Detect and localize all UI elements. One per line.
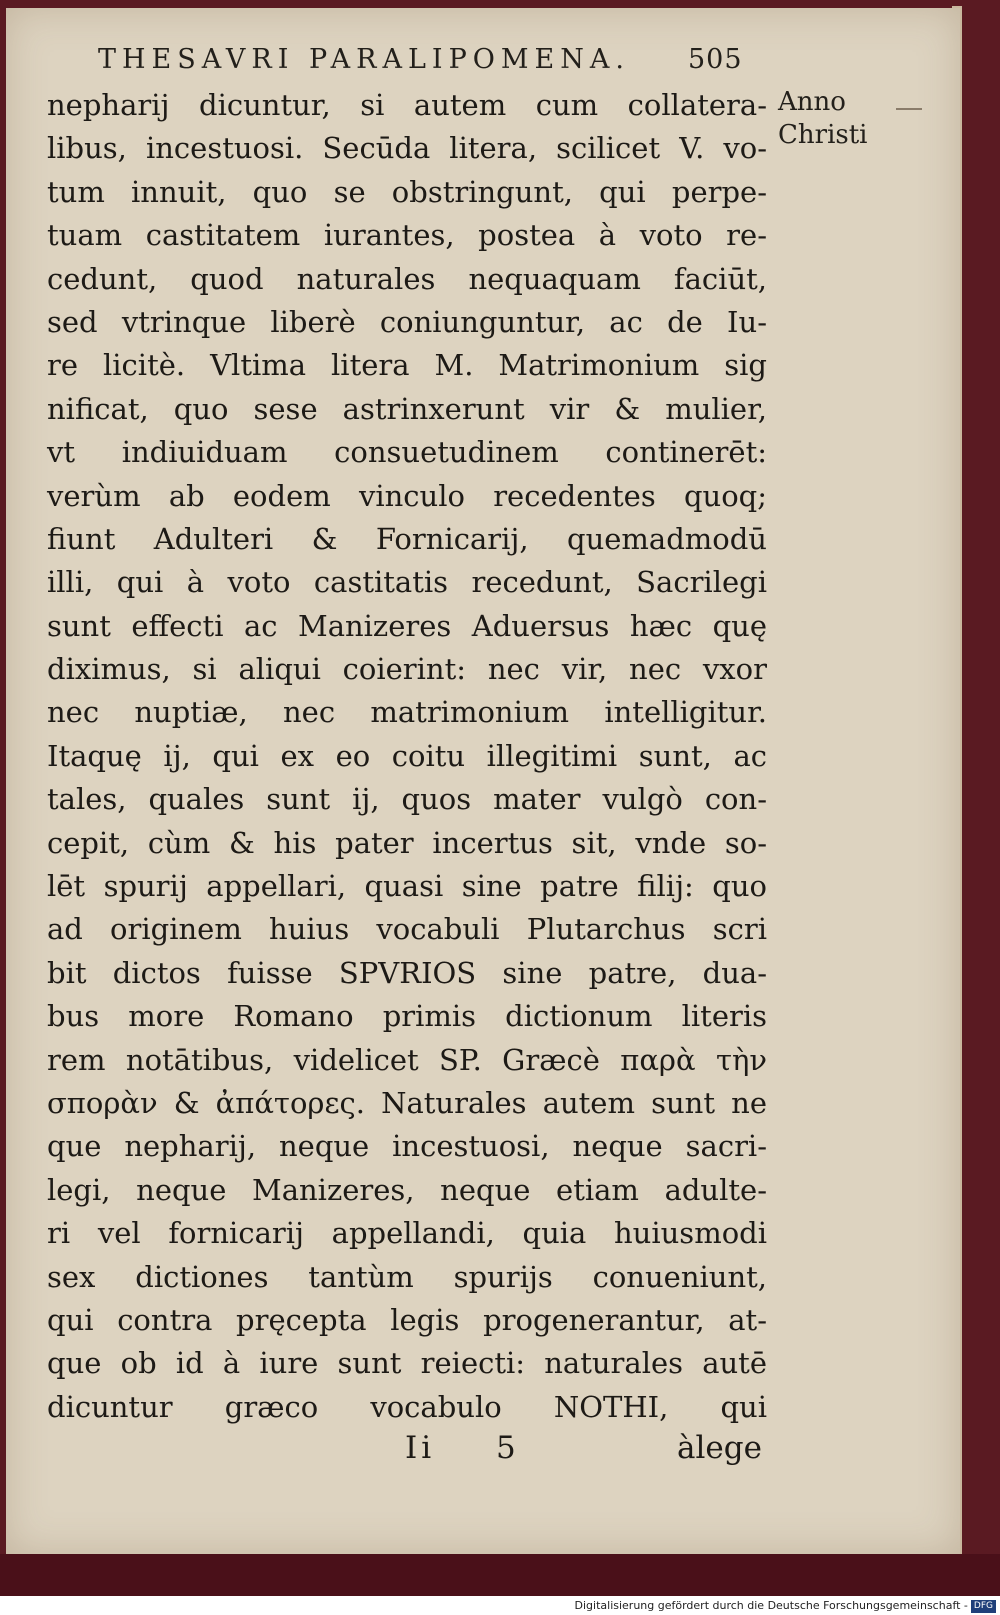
text-line: legi, neque Manizeres, neque etiam adulte- (47, 1172, 767, 1207)
digitization-footer (0, 1596, 996, 1615)
text-line: illi, qui à voto castitatis recedunt, Sacrilegi (47, 565, 767, 600)
text-line: ri vel fornicarij appellandi, quia huiusmodi (47, 1216, 767, 1251)
signature-line (0, 1430, 1000, 1474)
text-line: rem notātibus, videlicet SP. Græcè παρὰ τὴν (47, 1042, 767, 1077)
text-line: tuam castitatem iurantes, postea à voto re- (47, 218, 767, 253)
text-line: vt indiuiduam consuetudinem continerēt: (47, 435, 767, 470)
running-header (98, 44, 778, 75)
text-line: fiunt Adulteri & Fornicarij, quemadmodū (47, 521, 767, 556)
footer-credit: Digitalisierung gefördert durch die Deutsche Forschungsgemeinschaft - (574, 1599, 968, 1612)
text-line: bus more Romano primis dictionum literis (47, 999, 767, 1034)
text-line: lēt spurij appellari, quasi sine patre filij: quo (47, 869, 767, 904)
margin-note (778, 86, 898, 152)
dfg-logo: DFG (971, 1600, 996, 1613)
text-line: sex dictiones tantùm spurijs conueniunt, (47, 1259, 767, 1294)
text-line: qui contra pręcepta legis progenerantur, at- (47, 1302, 767, 1337)
margin-note-line: Anno (778, 87, 846, 117)
text-line: diximus, si aliqui coierint: nec vir, nec vxor (47, 652, 767, 687)
text-line: sed vtrinque liberè coniunguntur, ac de Iu- (47, 304, 767, 339)
text-line: dicuntur græco vocabulo NOTHI, qui (47, 1389, 767, 1424)
binding-band (0, 1554, 1000, 1596)
text-line: que nepharij, neque incestuosi, neque sacri- (47, 1129, 767, 1164)
catchword: àlege (677, 1430, 762, 1466)
text-line: libus, incestuosi. Secūda litera, scilicet V. vo- (47, 131, 767, 166)
text-line: que ob id à iure sunt reiecti: naturales autē (47, 1346, 767, 1381)
signature-number: 5 (496, 1430, 516, 1466)
text-line: bit dictos fuisse SPVRIOS sine patre, dua- (47, 955, 767, 990)
text-line: tales, quales sunt ij, quos mater vulgò con- (47, 782, 767, 817)
text-line: tum innuit, quo se obstringunt, qui perpe- (47, 174, 767, 209)
text-line: nepharij dicuntur, si autem cum collatera- (47, 88, 767, 122)
text-line: cepit, cùm & his pater incertus sit, vnde so- (47, 825, 767, 860)
text-line: ad originem huius vocabuli Plutarchus scri (47, 912, 767, 947)
signature-mark: Ii (405, 1430, 436, 1466)
text-line: verùm ab eodem vinculo recedentes quoq; (47, 478, 767, 513)
text-line: Itaquę ij, qui ex eo coitu illegitimi sunt, ac (47, 738, 767, 773)
text-line: cedunt, quod naturales nequaquam faciūt, (47, 261, 767, 296)
margin-note-line: Christi (778, 120, 868, 150)
running-title: THESAVRI PARALIPOMENA. (98, 44, 630, 75)
text-line: re licitè. Vltima litera M. Matrimonium sig (47, 348, 767, 383)
page-number: 505 (688, 44, 743, 75)
body-text (47, 84, 767, 1429)
text-line: sunt effecti ac Manizeres Aduersus hæc quę (47, 608, 767, 643)
margin-rule (896, 108, 922, 110)
text-line: nificat, quo sese astrinxerunt vir & mulier, (47, 391, 767, 426)
text-line: σπορὰν & ἀπάτορες. Naturales autem sunt ne (47, 1085, 767, 1120)
text-line: nec nuptiæ, nec matrimonium intelligitur. (47, 695, 767, 730)
